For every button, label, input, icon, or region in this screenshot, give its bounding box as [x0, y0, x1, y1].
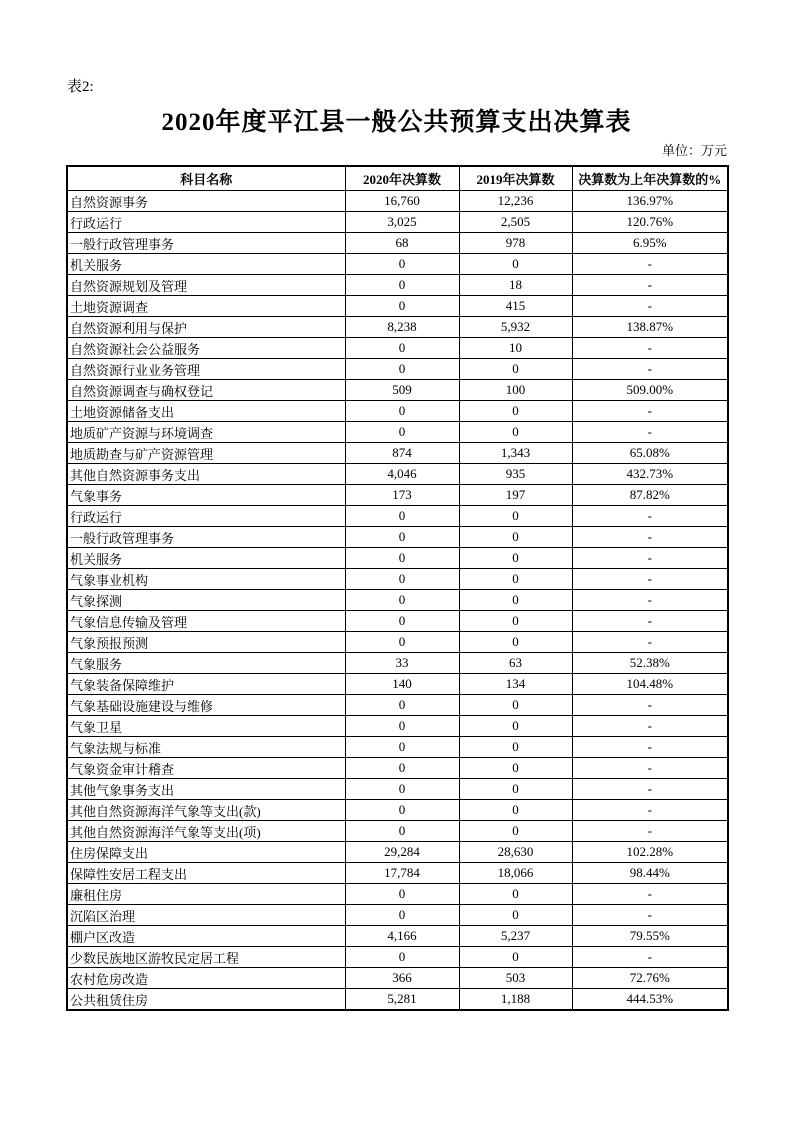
subject-name-cell: 廉租住房 — [67, 884, 345, 905]
table-row — [67, 296, 728, 317]
value-2019-cell: 5,932 — [459, 317, 572, 338]
value-2020-cell: 33 — [345, 653, 459, 674]
subject-name-cell: 农村危房改造 — [67, 968, 345, 989]
subject-name-cell: 土地资源储备支出 — [67, 401, 345, 422]
value-2019-cell: 10 — [459, 338, 572, 359]
column-header: 科目名称 — [67, 166, 345, 191]
value-2019-cell: 63 — [459, 653, 572, 674]
percent-cell: - — [572, 821, 728, 842]
percent-cell: - — [572, 527, 728, 548]
value-2020-cell: 874 — [345, 443, 459, 464]
value-2020-cell: 0 — [345, 737, 459, 758]
value-2019-cell: 0 — [459, 884, 572, 905]
value-2019-cell: 0 — [459, 779, 572, 800]
percent-cell: 444.53% — [572, 989, 728, 1011]
value-2019-cell: 0 — [459, 800, 572, 821]
percent-cell: 509.00% — [572, 380, 728, 401]
table-row — [67, 359, 728, 380]
percent-cell: 87.82% — [572, 485, 728, 506]
subject-name-cell: 气象服务 — [67, 653, 345, 674]
value-2020-cell: 0 — [345, 275, 459, 296]
subject-name-cell: 公共租赁住房 — [67, 989, 345, 1011]
table-row — [67, 779, 728, 800]
subject-name-cell: 气象法规与标准 — [67, 737, 345, 758]
value-2020-cell: 0 — [345, 695, 459, 716]
value-2020-cell: 509 — [345, 380, 459, 401]
subject-name-cell: 气象装备保障维护 — [67, 674, 345, 695]
table-body — [67, 191, 728, 1011]
table-row — [67, 863, 728, 884]
value-2020-cell: 0 — [345, 527, 459, 548]
value-2020-cell: 0 — [345, 716, 459, 737]
table-row — [67, 569, 728, 590]
percent-cell: 6.95% — [572, 233, 728, 254]
subject-name-cell: 地质矿产资源与环境调查 — [67, 422, 345, 443]
value-2020-cell: 8,238 — [345, 317, 459, 338]
value-2020-cell: 0 — [345, 905, 459, 926]
value-2020-cell: 4,166 — [345, 926, 459, 947]
table-header-row — [67, 166, 728, 191]
column-header: 2019年决算数 — [459, 166, 572, 191]
subject-name-cell: 气象卫星 — [67, 716, 345, 737]
table-row — [67, 968, 728, 989]
subject-name-cell: 土地资源调查 — [67, 296, 345, 317]
table-row — [67, 842, 728, 863]
value-2019-cell: 18 — [459, 275, 572, 296]
value-2020-cell: 0 — [345, 632, 459, 653]
percent-cell: - — [572, 401, 728, 422]
value-2020-cell: 0 — [345, 506, 459, 527]
percent-cell: 104.48% — [572, 674, 728, 695]
value-2019-cell: 5,237 — [459, 926, 572, 947]
percent-cell: - — [572, 779, 728, 800]
value-2020-cell: 0 — [345, 359, 459, 380]
value-2020-cell: 366 — [345, 968, 459, 989]
value-2019-cell: 12,236 — [459, 191, 572, 212]
value-2019-cell: 0 — [459, 590, 572, 611]
subject-name-cell: 一般行政管理事务 — [67, 527, 345, 548]
percent-cell: 102.28% — [572, 842, 728, 863]
value-2019-cell: 0 — [459, 359, 572, 380]
subject-name-cell: 行政运行 — [67, 506, 345, 527]
table-row — [67, 695, 728, 716]
value-2019-cell: 0 — [459, 527, 572, 548]
value-2019-cell: 0 — [459, 737, 572, 758]
value-2020-cell: 3,025 — [345, 212, 459, 233]
value-2020-cell: 0 — [345, 884, 459, 905]
table-row — [67, 800, 728, 821]
percent-cell: - — [572, 569, 728, 590]
table-row — [67, 653, 728, 674]
subject-name-cell: 自然资源规划及管理 — [67, 275, 345, 296]
table-row — [67, 485, 728, 506]
column-header: 决算数为上年决算数的% — [572, 166, 728, 191]
table-row — [67, 338, 728, 359]
table-number-label: 表2: — [67, 79, 94, 95]
table-row — [67, 947, 728, 968]
subject-name-cell: 气象信息传输及管理 — [67, 611, 345, 632]
percent-cell: - — [572, 548, 728, 569]
subject-name-cell: 气象预报预测 — [67, 632, 345, 653]
table-row — [67, 212, 728, 233]
value-2019-cell: 0 — [459, 506, 572, 527]
table-row — [67, 611, 728, 632]
percent-cell: 136.97% — [572, 191, 728, 212]
subject-name-cell: 自然资源社会公益服务 — [67, 338, 345, 359]
percent-cell: - — [572, 758, 728, 779]
percent-cell: 52.38% — [572, 653, 728, 674]
value-2019-cell: 0 — [459, 254, 572, 275]
subject-name-cell: 住房保障支出 — [67, 842, 345, 863]
table-row — [67, 401, 728, 422]
value-2019-cell: 0 — [459, 422, 572, 443]
table-row — [67, 737, 728, 758]
percent-cell: - — [572, 800, 728, 821]
table-row — [67, 758, 728, 779]
value-2019-cell: 0 — [459, 695, 572, 716]
subject-name-cell: 机关服务 — [67, 548, 345, 569]
table-row — [67, 380, 728, 401]
value-2019-cell: 1,188 — [459, 989, 572, 1011]
value-2020-cell: 16,760 — [345, 191, 459, 212]
table-row — [67, 464, 728, 485]
value-2019-cell: 0 — [459, 632, 572, 653]
table-row — [67, 254, 728, 275]
value-2019-cell: 0 — [459, 401, 572, 422]
value-2020-cell: 0 — [345, 611, 459, 632]
table-row — [67, 191, 728, 212]
value-2020-cell: 5,281 — [345, 989, 459, 1011]
percent-cell: - — [572, 338, 728, 359]
subject-name-cell: 其他自然资源事务支出 — [67, 464, 345, 485]
percent-cell: - — [572, 611, 728, 632]
percent-cell: 79.55% — [572, 926, 728, 947]
subject-name-cell: 一般行政管理事务 — [67, 233, 345, 254]
percent-cell: 65.08% — [572, 443, 728, 464]
table-row — [67, 884, 728, 905]
value-2020-cell: 0 — [345, 569, 459, 590]
percent-cell: - — [572, 884, 728, 905]
percent-cell: - — [572, 905, 728, 926]
value-2020-cell: 173 — [345, 485, 459, 506]
subject-name-cell: 沉陷区治理 — [67, 905, 345, 926]
subject-name-cell: 地质勘查与矿产资源管理 — [67, 443, 345, 464]
table-row — [67, 548, 728, 569]
percent-cell: - — [572, 506, 728, 527]
subject-name-cell: 自然资源行业业务管理 — [67, 359, 345, 380]
table-row — [67, 989, 728, 1011]
value-2020-cell: 0 — [345, 947, 459, 968]
table-row — [67, 422, 728, 443]
value-2020-cell: 0 — [345, 401, 459, 422]
subject-name-cell: 其他气象事务支出 — [67, 779, 345, 800]
value-2019-cell: 0 — [459, 758, 572, 779]
value-2019-cell: 197 — [459, 485, 572, 506]
table-row — [67, 590, 728, 611]
percent-cell: - — [572, 359, 728, 380]
table-row — [67, 317, 728, 338]
table-row — [67, 905, 728, 926]
subject-name-cell: 气象资金审计稽查 — [67, 758, 345, 779]
unit-note: 单位：万元 — [661, 143, 727, 158]
subject-name-cell: 气象探测 — [67, 590, 345, 611]
value-2020-cell: 0 — [345, 422, 459, 443]
subject-name-cell: 其他自然资源海洋气象等支出(款) — [67, 800, 345, 821]
percent-cell: 120.76% — [572, 212, 728, 233]
value-2019-cell: 0 — [459, 905, 572, 926]
value-2019-cell: 0 — [459, 947, 572, 968]
subject-name-cell: 自然资源利用与保护 — [67, 317, 345, 338]
value-2019-cell: 2,505 — [459, 212, 572, 233]
value-2020-cell: 17,784 — [345, 863, 459, 884]
subject-name-cell: 保障性安居工程支出 — [67, 863, 345, 884]
percent-cell: - — [572, 275, 728, 296]
value-2019-cell: 18,066 — [459, 863, 572, 884]
value-2020-cell: 0 — [345, 758, 459, 779]
value-2020-cell: 4,046 — [345, 464, 459, 485]
value-2019-cell: 1,343 — [459, 443, 572, 464]
table-row — [67, 632, 728, 653]
table-row — [67, 926, 728, 947]
value-2020-cell: 0 — [345, 296, 459, 317]
value-2020-cell: 29,284 — [345, 842, 459, 863]
percent-cell: - — [572, 737, 728, 758]
value-2019-cell: 978 — [459, 233, 572, 254]
table-row — [67, 527, 728, 548]
budget-table — [66, 165, 729, 1011]
table-row — [67, 716, 728, 737]
subject-name-cell: 少数民族地区游牧民定居工程 — [67, 947, 345, 968]
percent-cell: - — [572, 296, 728, 317]
value-2020-cell: 0 — [345, 821, 459, 842]
value-2020-cell: 0 — [345, 254, 459, 275]
subject-name-cell: 气象事业机构 — [67, 569, 345, 590]
table-row — [67, 443, 728, 464]
value-2019-cell: 28,630 — [459, 842, 572, 863]
column-header: 2020年决算数 — [345, 166, 459, 191]
page-title: 2020年度平江县一般公共预算支出决算表 — [161, 109, 632, 136]
subject-name-cell: 行政运行 — [67, 212, 345, 233]
table-row — [67, 233, 728, 254]
percent-cell: - — [572, 695, 728, 716]
percent-cell: 98.44% — [572, 863, 728, 884]
value-2020-cell: 140 — [345, 674, 459, 695]
table-row — [67, 821, 728, 842]
percent-cell: - — [572, 590, 728, 611]
value-2020-cell: 0 — [345, 590, 459, 611]
subject-name-cell: 自然资源事务 — [67, 191, 345, 212]
table-row — [67, 674, 728, 695]
value-2020-cell: 0 — [345, 779, 459, 800]
table-row — [67, 506, 728, 527]
value-2019-cell: 503 — [459, 968, 572, 989]
value-2019-cell: 134 — [459, 674, 572, 695]
value-2019-cell: 0 — [459, 569, 572, 590]
percent-cell: - — [572, 716, 728, 737]
value-2019-cell: 0 — [459, 821, 572, 842]
percent-cell: - — [572, 947, 728, 968]
value-2019-cell: 0 — [459, 611, 572, 632]
value-2019-cell: 100 — [459, 380, 572, 401]
table-row — [67, 275, 728, 296]
percent-cell: 432.73% — [572, 464, 728, 485]
subject-name-cell: 棚户区改造 — [67, 926, 345, 947]
value-2019-cell: 935 — [459, 464, 572, 485]
value-2020-cell: 0 — [345, 548, 459, 569]
value-2019-cell: 0 — [459, 548, 572, 569]
percent-cell: 72.76% — [572, 968, 728, 989]
percent-cell: - — [572, 254, 728, 275]
percent-cell: - — [572, 632, 728, 653]
value-2020-cell: 0 — [345, 800, 459, 821]
value-2019-cell: 0 — [459, 716, 572, 737]
value-2020-cell: 68 — [345, 233, 459, 254]
subject-name-cell: 气象基础设施建设与维修 — [67, 695, 345, 716]
value-2019-cell: 415 — [459, 296, 572, 317]
subject-name-cell: 机关服务 — [67, 254, 345, 275]
subject-name-cell: 其他自然资源海洋气象等支出(项) — [67, 821, 345, 842]
value-2020-cell: 0 — [345, 338, 459, 359]
percent-cell: 138.87% — [572, 317, 728, 338]
subject-name-cell: 自然资源调查与确权登记 — [67, 380, 345, 401]
subject-name-cell: 气象事务 — [67, 485, 345, 506]
percent-cell: - — [572, 422, 728, 443]
